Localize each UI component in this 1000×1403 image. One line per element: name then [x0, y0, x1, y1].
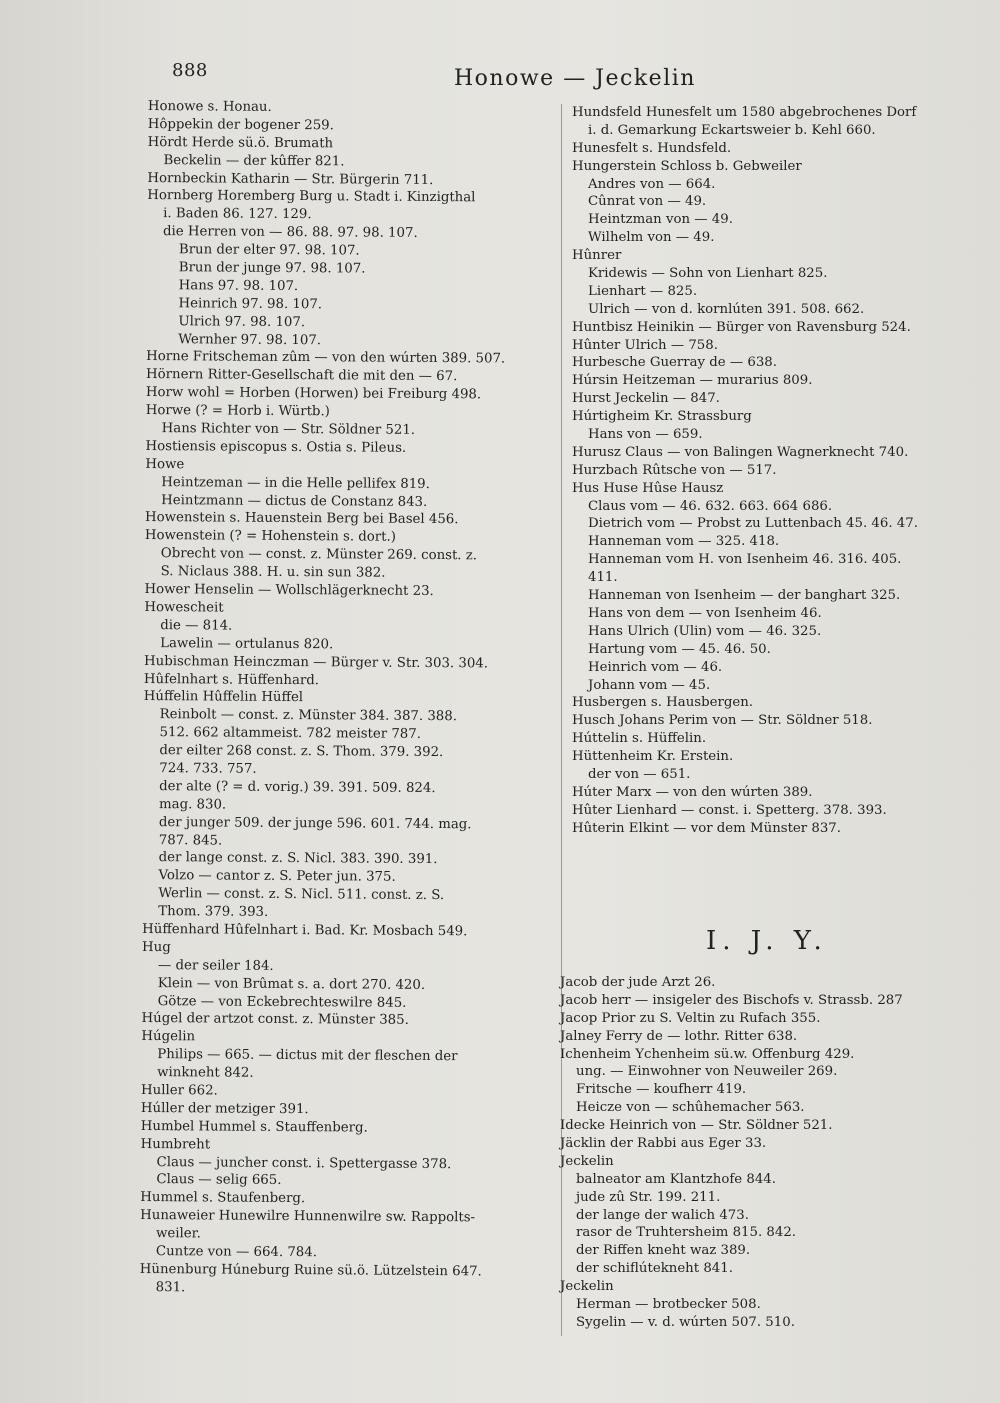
index-entry-line: winkneht 842.: [157, 1065, 254, 1081]
index-entry-line: Herman — brotbecker 508.: [576, 1297, 761, 1313]
index-entry-line: Thom. 379. 393.: [158, 904, 269, 920]
index-entry-line: Howenstein (? = Hohenstein s. dort.): [144, 528, 396, 546]
index-entry-line: 512. 662 altammeist. 782 meister 787.: [159, 725, 422, 743]
index-entry-line: Hanneman vom H. von Isenheim 46. 316. 405.: [588, 552, 902, 568]
index-entry-line: Cûnrat von — 49.: [588, 194, 707, 210]
index-entry-line: Horne Fritscheman zûm — von den wúrten 389. 507.: [146, 349, 506, 367]
index-entry-line: Hûnrer: [572, 248, 622, 264]
index-entry-line: der lange der walich 473.: [576, 1207, 749, 1223]
index-entry-line: rasor de Truhtersheim 815. 842.: [576, 1225, 797, 1241]
index-entry-line: Howe: [145, 456, 185, 473]
index-entry-line: Cuntze von — 664. 784.: [155, 1244, 318, 1261]
index-entry-line: 831.: [155, 1279, 186, 1296]
index-entry-line: Heintzman von — 49.: [588, 212, 733, 228]
index-entry-line: Hünenburg Húneburg Ruine sü.ö. Lützelstein 647.: [139, 1261, 482, 1280]
index-entry-line: Hornberg Horemberg Burg u. Stadt i. Kinzigthal: [147, 188, 476, 206]
index-entry-line: Heinrich 97. 98. 107.: [178, 296, 323, 313]
right-index-column: [572, 104, 962, 838]
index-entry-line: Andres von — 664.: [588, 176, 716, 192]
index-entry-line: Wilhelm von — 49.: [588, 230, 715, 246]
left-index-column: [140, 98, 548, 1299]
index-entry-line: Werlin — const. z. S. Nicl. 511. const. z. S.: [158, 886, 445, 904]
index-entry-line: der lange const. z. S. Nicl. 383. 390. 391.: [158, 850, 438, 868]
index-entry-line: Hurzbach Rûtsche von — 517.: [572, 462, 777, 478]
index-entry-line: 411.: [588, 570, 618, 586]
index-entry-line: Reinbolt — const. z. Münster 384. 387. 388.: [159, 707, 458, 725]
index-entry-line: Lawelin — ortulanus 820.: [160, 635, 334, 653]
index-entry-line: Heintzeman — in die Helle pellifex 819.: [161, 474, 430, 492]
index-entry-line: Sygelin — v. d. wúrten 507. 510.: [576, 1314, 795, 1330]
index-entry-line: Ulrich — von d. kornlúten 391. 508. 662.: [588, 301, 865, 317]
index-entry-line: Honowe s. Honau.: [147, 98, 272, 115]
index-entry-line: Húffelin Hûffelin Hüffel: [143, 689, 304, 706]
index-entry-line: Hungerstein Schloss b. Gebweiler: [572, 158, 802, 174]
index-entry-line: der Riffen kneht waz 389.: [576, 1243, 751, 1259]
index-entry-line: i. d. Gemarkung Eckartsweier b. Kehl 660.: [588, 122, 876, 138]
index-entry-line: Jalney Ferry de — lothr. Ritter 638.: [560, 1028, 798, 1044]
index-entry-line: Philips — 665. — dictus mit der fleschen der: [157, 1047, 458, 1065]
index-entry-line: Hanneman vom — 325. 418.: [588, 534, 780, 550]
index-entry-line: Hördt Herde sü.ö. Brumath: [147, 134, 334, 152]
index-entry-line: balneator am Klantzhofe 844.: [576, 1171, 776, 1187]
index-entry-line: Claus — selig 665.: [156, 1172, 282, 1189]
index-entry-line: Ichenheim Ychenheim sü.w. Offenburg 429.: [560, 1046, 855, 1062]
index-entry-line: Húttelin s. Hüffelin.: [572, 731, 707, 747]
index-entry-line: Húller der metziger 391.: [140, 1100, 309, 1118]
page-number: 888: [172, 60, 208, 81]
index-entry-line: Jacob der jude Arzt 26.: [560, 975, 716, 990]
index-entry-line: Jeckelin: [560, 1279, 614, 1295]
right-index-column-lower: [560, 974, 960, 1332]
index-entry-line: Howenstein s. Hauenstein Berg bei Basel 456.: [145, 510, 459, 528]
index-entry-line: Huntbisz Heinikin — Bürger von Ravensburg 524.: [572, 319, 911, 335]
index-entry-line: Beckelin — der kûffer 821.: [163, 152, 345, 170]
index-entry-line: Hans von dem — von Isenheim 46.: [588, 605, 822, 621]
index-entry-line: jude zû Str. 199. 211.: [576, 1189, 721, 1205]
index-entry-line: mag. 830.: [159, 796, 227, 813]
index-entry-line: Hunesfelt s. Hundsfeld.: [572, 140, 732, 156]
index-entry-line: Idecke Heinrich von — Str. Söldner 521.: [560, 1118, 833, 1134]
index-entry-line: Hûfelnhart s. Hüffenhard.: [143, 671, 320, 688]
index-entry-line: der alte (? = d. vorig.) 39. 391. 509. 824.: [159, 778, 436, 796]
index-entry-line: weiler.: [156, 1226, 201, 1242]
index-entry-line: Ulrich 97. 98. 107.: [178, 313, 306, 330]
index-entry-line: Hubischman Heinczman — Bürger v. Str. 303. 304.: [144, 653, 489, 671]
index-entry-line: Claus — juncher const. i. Spettergasse 378.: [156, 1154, 452, 1172]
section-heading: I. J. Y.: [706, 926, 828, 956]
index-entry-line: Johann vom — 45.: [588, 677, 711, 693]
index-entry-line: Wernher 97. 98. 107.: [178, 331, 322, 348]
index-entry-line: Hûnter Ulrich — 758.: [572, 337, 718, 353]
index-entry-line: Húrtigheim Kr. Strassburg: [572, 409, 752, 425]
index-entry-line: Heinrich vom — 46.: [588, 659, 723, 675]
index-entry-line: Hûterin Elkint — vor dem Münster 837.: [572, 820, 841, 836]
index-entry-line: — der seiler 184.: [157, 957, 274, 974]
index-entry-line: i. Baden 86. 127. 129.: [163, 206, 312, 223]
index-entry-line: Húgelin: [141, 1029, 196, 1045]
index-entry-line: Húgel der artzot const. z. Münster 385.: [141, 1011, 409, 1029]
index-entry-line: die Herren von — 86. 88. 97. 98. 107.: [163, 224, 418, 242]
index-entry-line: Hartung vom — 45. 46. 50.: [588, 641, 771, 657]
index-entry-line: die — 814.: [160, 617, 233, 634]
index-entry-line: der junger 509. der junge 596. 601. 744. mag.: [158, 814, 472, 832]
index-entry-line: Hüffenhard Hûfelnhart i. Bad. Kr. Mosbach 549.: [142, 921, 468, 940]
index-entry-line: Jeckelin: [560, 1153, 614, 1169]
index-entry-line: Humbreht: [140, 1136, 211, 1153]
index-entry-line: Heicze von — schûhemacher 563.: [576, 1100, 805, 1116]
index-entry-line: Howescheit: [144, 599, 224, 616]
index-entry-line: Hurbesche Guerray de — 638.: [572, 355, 777, 371]
index-entry-line: Hornbeckin Katharin — Str. Bürgerin 711.: [147, 170, 434, 188]
index-entry-line: Hörnern Ritter-Gesellschaft die mit den — 67.: [146, 367, 458, 385]
index-entry-line: Hunaweier Hunewilre Hunnenwilre sw. Rappolts-: [140, 1208, 476, 1226]
index-entry-line: S. Niclaus 388. H. u. sin sun 382.: [160, 564, 386, 581]
index-entry-line: Horwe (? = Horb i. Würtb.): [145, 403, 330, 420]
index-entry-line: Jacop Prior zu S. Veltin zu Rufach 355.: [560, 1010, 821, 1026]
index-entry-line: Hundsfeld Hunesfelt um 1580 abgebrochenes Dorf: [572, 105, 917, 120]
index-entry-line: Brun der elter 97. 98. 107.: [178, 242, 360, 259]
index-entry-line: Hurst Jeckelin — 847.: [572, 391, 720, 407]
index-entry-line: Hans Richter von — Str. Söldner 521.: [161, 421, 416, 438]
index-entry-line: Hüttenheim Kr. Erstein.: [572, 749, 734, 765]
index-entry-line: Jacob herr — insigeler des Bischofs v. Strassb. 287: [560, 992, 903, 1008]
index-entry-line: der eilter 268 const. z. S. Thom. 379. 392.: [159, 743, 444, 761]
index-entry-line: ung. — Einwohner von Neuweiler 269.: [576, 1064, 838, 1080]
index-entry-line: Lienhart — 825.: [588, 283, 698, 299]
index-entry-line: Husbergen s. Hausbergen.: [572, 695, 753, 711]
index-entry-line: Dietrich vom — Probst zu Luttenbach 45. 46. 47.: [588, 516, 918, 532]
index-entry-line: Götze — von Eckebrechteswilre 845.: [157, 993, 407, 1011]
index-entry-line: 787. 845.: [158, 832, 223, 849]
index-entry-line: Hostiensis episcopus s. Ostia s. Pileus.: [145, 438, 407, 456]
index-entry-line: Hans von — 659.: [588, 427, 703, 443]
index-entry-line: Huller 662.: [141, 1082, 218, 1099]
index-entry-line: Brun der junge 97. 98. 107.: [178, 260, 366, 277]
index-entry-line: Claus vom — 46. 632. 663. 664 686.: [588, 498, 833, 514]
index-entry-line: Hûter Lienhard — const. i. Spetterg. 378. 393.: [572, 802, 887, 818]
index-entry-line: Hus Huse Hûse Hausz: [572, 480, 724, 496]
index-entry-line: Fritsche — koufherr 419.: [576, 1082, 747, 1098]
running-head: Honowe — Jeckelin: [454, 66, 696, 91]
index-entry-line: der von — 651.: [588, 766, 691, 782]
index-entry-line: Hôppekin der bogener 259.: [147, 116, 334, 134]
index-entry-line: Heintzmann — dictus de Constanz 843.: [161, 492, 428, 510]
index-entry-line: Jäcklin der Rabbi aus Eger 33.: [560, 1136, 767, 1152]
index-entry-line: Volzo — cantor z. S. Peter jun. 375.: [158, 868, 396, 886]
index-entry-line: Húter Marx — von den wúrten 389.: [572, 784, 813, 800]
index-entry-line: Hower Henselin — Wollschlägerknecht 23.: [144, 582, 434, 600]
index-entry-line: Husch Johans Perim von — Str. Söldner 518.: [572, 713, 873, 729]
index-entry-line: 724. 733. 757.: [159, 761, 257, 777]
index-entry-line: Hug: [142, 939, 171, 956]
index-entry-line: Humbel Hummel s. Stauffenberg.: [140, 1118, 368, 1136]
index-entry-line: Kridewis — Sohn von Lienhart 825.: [588, 266, 828, 282]
index-entry-line: Hurusz Claus — von Balingen Wagnerknecht 740.: [572, 444, 909, 460]
index-entry-line: Horw wohl = Horben (Horwen) bei Freiburg 498.: [145, 385, 482, 403]
index-entry-line: Húrsin Heitzeman — murarius 809.: [572, 373, 813, 389]
index-entry-line: Obrecht von — const. z. Münster 269. const. z.: [160, 546, 478, 564]
index-entry-line: Klein — von Brûmat s. a. dort 270. 420.: [157, 975, 426, 993]
index-entry-line: Hans Ulrich (Ulin) vom — 46. 325.: [588, 623, 822, 639]
index-entry-line: Hanneman von Isenheim — der banghart 325.: [588, 588, 901, 604]
index-entry-line: der schiflúteknеht 841.: [576, 1261, 733, 1277]
index-entry-line: Hans 97. 98. 107.: [178, 278, 299, 294]
index-entry-line: Hummel s. Staufenberg.: [140, 1190, 306, 1207]
